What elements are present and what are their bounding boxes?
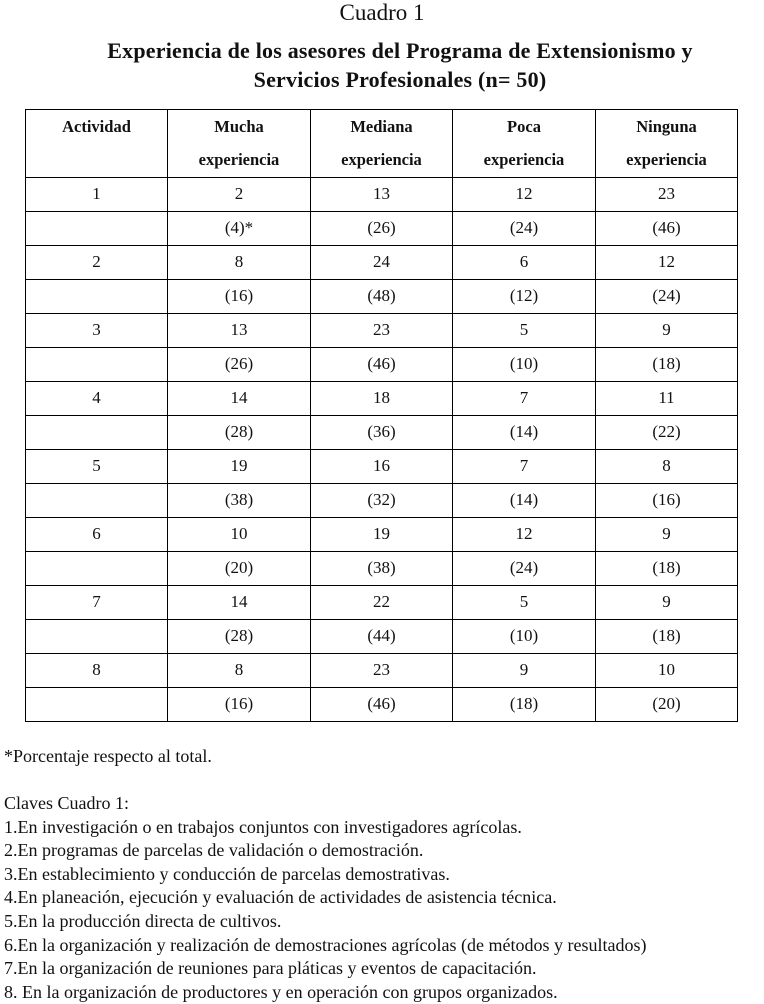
percent-cell: (26) xyxy=(311,212,453,246)
percent-cell: (20) xyxy=(596,688,738,722)
empty-cell xyxy=(26,620,168,654)
count-cell: 16 xyxy=(311,450,453,484)
count-cell: 8 xyxy=(168,654,311,688)
activity-cell: 7 xyxy=(26,586,168,620)
count-cell: 18 xyxy=(311,382,453,416)
table-row-percents xyxy=(26,348,738,382)
experience-table xyxy=(25,109,738,722)
count-cell: 14 xyxy=(168,586,311,620)
percent-cell: (46) xyxy=(311,348,453,382)
percent-cell: (4)* xyxy=(168,212,311,246)
count-cell: 13 xyxy=(168,314,311,348)
percent-cell: (24) xyxy=(453,552,596,586)
table-body xyxy=(26,178,738,722)
count-cell: 9 xyxy=(596,314,738,348)
key-item: 1.En investigación o en trabajos conjuntos con investigadores agrícolas. xyxy=(4,816,522,837)
count-cell: 5 xyxy=(453,314,596,348)
count-cell: 9 xyxy=(596,586,738,620)
table-row-counts xyxy=(26,314,738,348)
count-cell: 6 xyxy=(453,246,596,280)
percent-cell: (36) xyxy=(311,416,453,450)
empty-cell xyxy=(26,688,168,722)
count-cell: 12 xyxy=(453,518,596,552)
header-poca: Poca experiencia xyxy=(453,110,596,178)
percent-cell: (16) xyxy=(596,484,738,518)
activity-cell: 4 xyxy=(26,382,168,416)
activity-cell: 2 xyxy=(26,246,168,280)
percent-cell: (44) xyxy=(311,620,453,654)
header-mediana: Mediana experiencia xyxy=(311,110,453,178)
count-cell: 10 xyxy=(168,518,311,552)
table-row-percents xyxy=(26,688,738,722)
table-row-percents xyxy=(26,416,738,450)
count-cell: 8 xyxy=(596,450,738,484)
percent-cell: (20) xyxy=(168,552,311,586)
percent-cell: (46) xyxy=(311,688,453,722)
percent-cell: (24) xyxy=(596,280,738,314)
count-cell: 11 xyxy=(596,382,738,416)
footnote: *Porcentaje respecto al total. xyxy=(4,746,212,766)
percent-cell: (16) xyxy=(168,688,311,722)
count-cell: 24 xyxy=(311,246,453,280)
count-cell: 23 xyxy=(596,178,738,212)
empty-cell xyxy=(26,348,168,382)
percent-cell: (48) xyxy=(311,280,453,314)
keys-list xyxy=(4,816,764,1004)
table-row-percents xyxy=(26,484,738,518)
keys-title: Claves Cuadro 1: xyxy=(4,793,129,813)
percent-cell: (28) xyxy=(168,620,311,654)
table-row-percents xyxy=(26,280,738,314)
table-title xyxy=(40,36,760,94)
key-item: 5.En la producción directa de cultivos. xyxy=(4,910,282,931)
percent-cell: (28) xyxy=(168,416,311,450)
empty-cell xyxy=(26,416,168,450)
header-activity: Actividad xyxy=(26,110,168,178)
header-ninguna: Ninguna experiencia xyxy=(596,110,738,178)
percent-cell: (10) xyxy=(453,348,596,382)
empty-cell xyxy=(26,552,168,586)
count-cell: 5 xyxy=(453,586,596,620)
count-cell: 9 xyxy=(596,518,738,552)
activity-cell: 8 xyxy=(26,654,168,688)
table-row-counts xyxy=(26,382,738,416)
percent-cell: (12) xyxy=(453,280,596,314)
count-cell: 14 xyxy=(168,382,311,416)
percent-cell: (18) xyxy=(596,348,738,382)
count-cell: 8 xyxy=(168,246,311,280)
count-cell: 7 xyxy=(453,450,596,484)
percent-cell: (14) xyxy=(453,484,596,518)
empty-cell xyxy=(26,212,168,246)
title-line-1: Experiencia de los asesores del Programa de Extensionismo y xyxy=(107,38,693,63)
activity-cell: 3 xyxy=(26,314,168,348)
count-cell: 22 xyxy=(311,586,453,620)
table-row-percents xyxy=(26,552,738,586)
percent-cell: (38) xyxy=(311,552,453,586)
key-item: 4.En planeación, ejecución y evaluación de actividades de asistencia técnica. xyxy=(4,887,557,908)
activity-cell: 1 xyxy=(26,178,168,212)
empty-cell xyxy=(26,484,168,518)
empty-cell xyxy=(26,280,168,314)
table-row-percents xyxy=(26,212,738,246)
percent-cell: (18) xyxy=(596,552,738,586)
count-cell: 9 xyxy=(453,654,596,688)
count-cell: 13 xyxy=(311,178,453,212)
count-cell: 19 xyxy=(168,450,311,484)
percent-cell: (18) xyxy=(596,620,738,654)
count-cell: 23 xyxy=(311,314,453,348)
percent-cell: (10) xyxy=(453,620,596,654)
percent-cell: (24) xyxy=(453,212,596,246)
keys-section xyxy=(4,792,764,1004)
table-row-counts xyxy=(26,586,738,620)
table-row-percents xyxy=(26,620,738,654)
key-item: 3.En establecimiento y conducción de parcelas demostrativas. xyxy=(4,863,450,884)
percent-cell: (46) xyxy=(596,212,738,246)
table-row-counts xyxy=(26,246,738,280)
count-cell: 12 xyxy=(596,246,738,280)
header-mucha: Mucha experiencia xyxy=(168,110,311,178)
percent-cell: (26) xyxy=(168,348,311,382)
activity-cell: 5 xyxy=(26,450,168,484)
percent-cell: (16) xyxy=(168,280,311,314)
count-cell: 10 xyxy=(596,654,738,688)
percent-cell: (38) xyxy=(168,484,311,518)
count-cell: 12 xyxy=(453,178,596,212)
key-item: 2.En programas de parcelas de validación o demostración. xyxy=(4,840,424,861)
count-cell: 19 xyxy=(311,518,453,552)
count-cell: 7 xyxy=(453,382,596,416)
key-item: 7.En la organización de reuniones para pláticas y eventos de capacitación. xyxy=(4,958,537,979)
key-item: 8. En la organización de productores y en operación con grupos organizados. xyxy=(4,981,558,1002)
percent-cell: (32) xyxy=(311,484,453,518)
key-item: 6.En la organización y realización de demostraciones agrícolas (de métodos y resultados) xyxy=(4,934,647,955)
title-line-2: Servicios Profesionales (n= 50) xyxy=(253,67,547,92)
table-row-counts xyxy=(26,450,738,484)
activity-cell: 6 xyxy=(26,518,168,552)
table-caption: Cuadro 1 xyxy=(339,0,425,25)
header-row xyxy=(26,110,738,178)
count-cell: 23 xyxy=(311,654,453,688)
percent-cell: (22) xyxy=(596,416,738,450)
percent-cell: (18) xyxy=(453,688,596,722)
percent-cell: (14) xyxy=(453,416,596,450)
table-row-counts xyxy=(26,518,738,552)
count-cell: 2 xyxy=(168,178,311,212)
table-row-counts xyxy=(26,178,738,212)
table-row-counts xyxy=(26,654,738,688)
